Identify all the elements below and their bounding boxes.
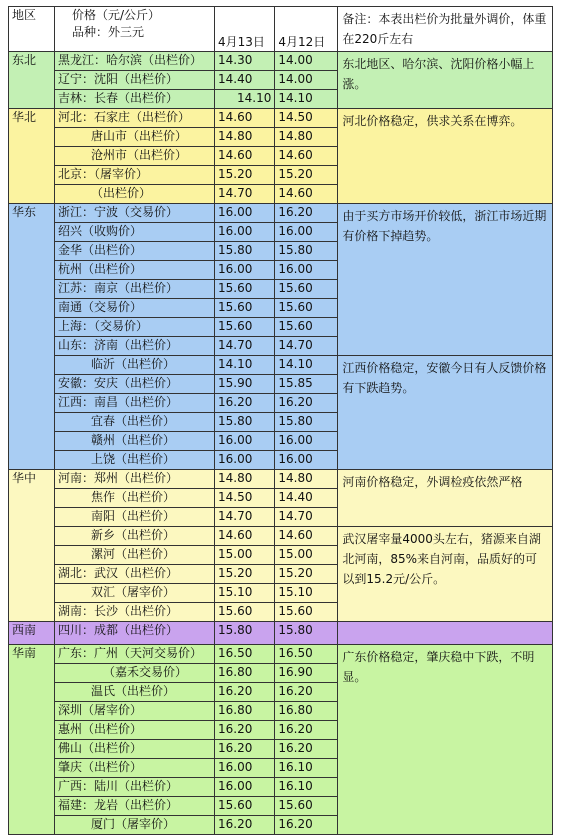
price-apr13: 15.60 xyxy=(215,299,275,318)
price-apr13: 14.60 xyxy=(215,109,275,128)
price-apr13: 15.80 xyxy=(215,413,275,432)
header-region: 地区 xyxy=(9,7,55,52)
place-cell: 江苏：南京（出栏价） xyxy=(55,280,215,299)
note-northeast: 东北地区、哈尔滨、沈阳价格小幅上涨。 xyxy=(338,52,553,109)
group-southwest xyxy=(9,622,553,645)
price-apr12: 15.20 xyxy=(275,166,338,185)
price-apr13: 15.10 xyxy=(215,584,275,603)
table-row xyxy=(9,527,553,546)
group-east-china xyxy=(9,204,553,470)
price-apr13: 15.60 xyxy=(215,280,275,299)
price-apr12: 16.10 xyxy=(275,778,338,797)
price-apr12: 14.70 xyxy=(275,508,338,527)
price-apr12: 16.20 xyxy=(275,816,338,835)
price-apr12: 15.60 xyxy=(275,299,338,318)
place-cell: 宜春（出栏价） xyxy=(55,413,215,432)
price-table-container xyxy=(8,6,553,835)
price-apr13: 16.00 xyxy=(215,261,275,280)
place-cell: 沧州市（出栏价） xyxy=(55,147,215,166)
place-cell: 安徽：安庆（出栏价） xyxy=(55,375,215,394)
price-apr12: 15.60 xyxy=(275,797,338,816)
price-apr13: 14.80 xyxy=(215,128,275,147)
table-row xyxy=(9,204,553,223)
price-apr13: 14.60 xyxy=(215,527,275,546)
price-apr13: 14.70 xyxy=(215,337,275,356)
price-apr12: 16.10 xyxy=(275,759,338,778)
place-cell: 南通（交易价） xyxy=(55,299,215,318)
price-apr13: 14.70 xyxy=(215,185,275,204)
note-southwest xyxy=(338,622,553,645)
header-price-unit: 价格（元/公斤） xyxy=(72,8,161,22)
place-cell: 金华（出栏价） xyxy=(55,242,215,261)
place-cell: 双汇（屠宰价） xyxy=(55,584,215,603)
region-north-china: 华北 xyxy=(9,109,55,204)
region-south-china: 华南 xyxy=(9,645,55,835)
place-cell: 厦门（屠宰价） xyxy=(55,816,215,835)
place-cell: 湖北：武汉（出栏价） xyxy=(55,565,215,584)
price-apr12: 15.80 xyxy=(275,622,338,645)
price-apr13: 16.00 xyxy=(215,432,275,451)
place-cell: 焦作（出栏价） xyxy=(55,489,215,508)
price-apr13: 15.80 xyxy=(215,242,275,261)
place-cell: 山东：济南（出栏价） xyxy=(55,337,215,356)
price-apr12: 15.60 xyxy=(275,280,338,299)
price-apr12: 14.70 xyxy=(275,337,338,356)
price-apr12: 15.10 xyxy=(275,584,338,603)
price-apr13: 16.50 xyxy=(215,645,275,664)
price-apr13: 14.10 xyxy=(215,90,275,109)
price-apr12: 15.80 xyxy=(275,242,338,261)
price-apr13: 14.50 xyxy=(215,489,275,508)
price-apr12: 14.80 xyxy=(275,470,338,489)
place-cell: 辽宁：沈阳（出栏价） xyxy=(55,71,215,90)
note-north-china: 河北价格稳定，供求关系在博弈。 xyxy=(338,109,553,204)
price-apr12: 14.40 xyxy=(275,489,338,508)
header-breed: 品种：外三元 xyxy=(72,25,145,39)
note-central-china-wuhan: 武汉屠宰量4000头左右，猪源来自湖北河南，85%来自河南，品质好的可以到15.2元/公斤。 xyxy=(338,527,553,622)
group-central-china xyxy=(9,470,553,622)
price-apr12: 14.60 xyxy=(275,185,338,204)
price-apr13: 15.20 xyxy=(215,166,275,185)
note-central-china-henan: 河南价格稳定，外调检疫依然严格 xyxy=(338,470,553,527)
price-apr12: 16.80 xyxy=(275,702,338,721)
place-cell: 赣州（出栏价） xyxy=(55,432,215,451)
price-apr12: 16.20 xyxy=(275,394,338,413)
place-cell: 江西：南昌（出栏价） xyxy=(55,394,215,413)
place-cell: 佛山（出栏价） xyxy=(55,740,215,759)
region-central-china: 华中 xyxy=(9,470,55,622)
price-apr13: 15.00 xyxy=(215,546,275,565)
price-apr13: 16.00 xyxy=(215,778,275,797)
place-cell: 河北：石家庄（出栏价） xyxy=(55,109,215,128)
place-cell: 新乡（出栏价） xyxy=(55,527,215,546)
price-apr12: 16.20 xyxy=(275,740,338,759)
place-cell: 上饶（出栏价） xyxy=(55,451,215,470)
price-apr12: 16.20 xyxy=(275,721,338,740)
region-northeast: 东北 xyxy=(9,52,55,109)
group-south-china xyxy=(9,645,553,835)
price-apr13: 16.00 xyxy=(215,204,275,223)
price-apr13: 16.00 xyxy=(215,223,275,242)
price-apr13: 16.00 xyxy=(215,759,275,778)
place-cell: 绍兴（收购价） xyxy=(55,223,215,242)
price-apr13: 15.20 xyxy=(215,565,275,584)
place-cell: 黑龙江：哈尔滨（出栏价） xyxy=(55,52,215,71)
price-apr12: 16.90 xyxy=(275,664,338,683)
price-apr12: 15.85 xyxy=(275,375,338,394)
header-row xyxy=(9,7,553,52)
price-apr13: 14.10 xyxy=(215,356,275,375)
place-cell: 吉林：长春（出栏价） xyxy=(55,90,215,109)
price-apr13: 14.70 xyxy=(215,508,275,527)
price-apr12: 15.00 xyxy=(275,546,338,565)
table-row xyxy=(9,52,553,71)
place-cell: 惠州（出栏价） xyxy=(55,721,215,740)
place-cell: 温氏（出栏价） xyxy=(55,683,215,702)
price-apr13: 15.60 xyxy=(215,603,275,622)
place-cell: （出栏价） xyxy=(55,185,215,204)
place-cell: 深圳（屠宰价） xyxy=(55,702,215,721)
group-northeast xyxy=(9,52,553,109)
price-apr12: 16.20 xyxy=(275,204,338,223)
price-apr12: 16.00 xyxy=(275,223,338,242)
region-southwest: 西南 xyxy=(9,622,55,645)
price-apr12: 15.60 xyxy=(275,318,338,337)
hog-price-table xyxy=(8,6,553,835)
price-apr12: 14.50 xyxy=(275,109,338,128)
header-price-cell xyxy=(55,7,215,52)
price-apr13: 16.80 xyxy=(215,702,275,721)
price-apr12: 16.00 xyxy=(275,261,338,280)
place-cell: 浙江：宁波（交易价） xyxy=(55,204,215,223)
price-apr12: 14.80 xyxy=(275,128,338,147)
price-apr13: 14.30 xyxy=(215,52,275,71)
place-cell: 河南：郑州（出栏价） xyxy=(55,470,215,489)
place-cell: 唐山市（出栏价） xyxy=(55,128,215,147)
price-apr12: 16.50 xyxy=(275,645,338,664)
price-apr13: 16.20 xyxy=(215,740,275,759)
price-apr13: 16.80 xyxy=(215,664,275,683)
price-apr12: 14.10 xyxy=(275,356,338,375)
place-cell: 北京：（屠宰价） xyxy=(55,166,215,185)
place-cell: 四川：成都（出栏价） xyxy=(55,622,215,645)
price-apr12: 16.20 xyxy=(275,683,338,702)
price-apr13: 15.60 xyxy=(215,797,275,816)
place-cell: 上海：（交易价） xyxy=(55,318,215,337)
place-cell: 漯河（出栏价） xyxy=(55,546,215,565)
price-apr12: 15.60 xyxy=(275,603,338,622)
price-apr12: 15.80 xyxy=(275,413,338,432)
table-row xyxy=(9,356,553,375)
place-cell: 肇庆（出栏价） xyxy=(55,759,215,778)
price-apr13: 14.40 xyxy=(215,71,275,90)
table-row xyxy=(9,109,553,128)
table-row xyxy=(9,645,553,664)
price-apr13: 16.00 xyxy=(215,451,275,470)
group-north-china xyxy=(9,109,553,204)
price-apr13: 16.20 xyxy=(215,394,275,413)
place-cell: 湖南：长沙（出栏价） xyxy=(55,603,215,622)
price-apr12: 16.00 xyxy=(275,432,338,451)
place-cell: 福建：龙岩（出栏价） xyxy=(55,797,215,816)
region-east-china: 华东 xyxy=(9,204,55,470)
table-row xyxy=(9,470,553,489)
table-row xyxy=(9,622,553,645)
place-cell: （嘉禾交易价） xyxy=(55,664,215,683)
price-apr12: 14.10 xyxy=(275,90,338,109)
price-apr13: 15.60 xyxy=(215,318,275,337)
price-apr13: 16.20 xyxy=(215,721,275,740)
header-date-apr13: 4月13日 xyxy=(215,7,275,52)
note-south-china: 广东价格稳定，肇庆稳中下跌，不明显。 xyxy=(338,645,553,835)
place-cell: 临沂（出栏价） xyxy=(55,356,215,375)
price-apr13: 16.20 xyxy=(215,683,275,702)
price-apr12: 14.00 xyxy=(275,71,338,90)
place-cell: 杭州（出栏价） xyxy=(55,261,215,280)
header-date-apr12: 4月12日 xyxy=(275,7,338,52)
place-cell: 广西：陆川（出栏价） xyxy=(55,778,215,797)
price-apr13: 14.60 xyxy=(215,147,275,166)
price-apr12: 14.60 xyxy=(275,147,338,166)
note-east-china-zhejiang: 由于买方市场开价较低，浙江市场近期有价格下掉趋势。 xyxy=(338,204,553,356)
price-apr13: 16.20 xyxy=(215,816,275,835)
price-apr12: 14.60 xyxy=(275,527,338,546)
price-apr13: 14.80 xyxy=(215,470,275,489)
price-apr12: 16.00 xyxy=(275,451,338,470)
header-note: 备注：本表出栏价为批量外调价，体重在220斤左右 xyxy=(338,7,553,52)
price-apr13: 15.90 xyxy=(215,375,275,394)
place-cell: 广东：广州（天河交易价） xyxy=(55,645,215,664)
note-east-china-jiangxi: 江西价格稳定，安徽今日有人反馈价格有下跌趋势。 xyxy=(338,356,553,470)
price-apr12: 14.00 xyxy=(275,52,338,71)
price-apr13: 15.80 xyxy=(215,622,275,645)
price-apr12: 15.20 xyxy=(275,565,338,584)
place-cell: 南阳（出栏价） xyxy=(55,508,215,527)
